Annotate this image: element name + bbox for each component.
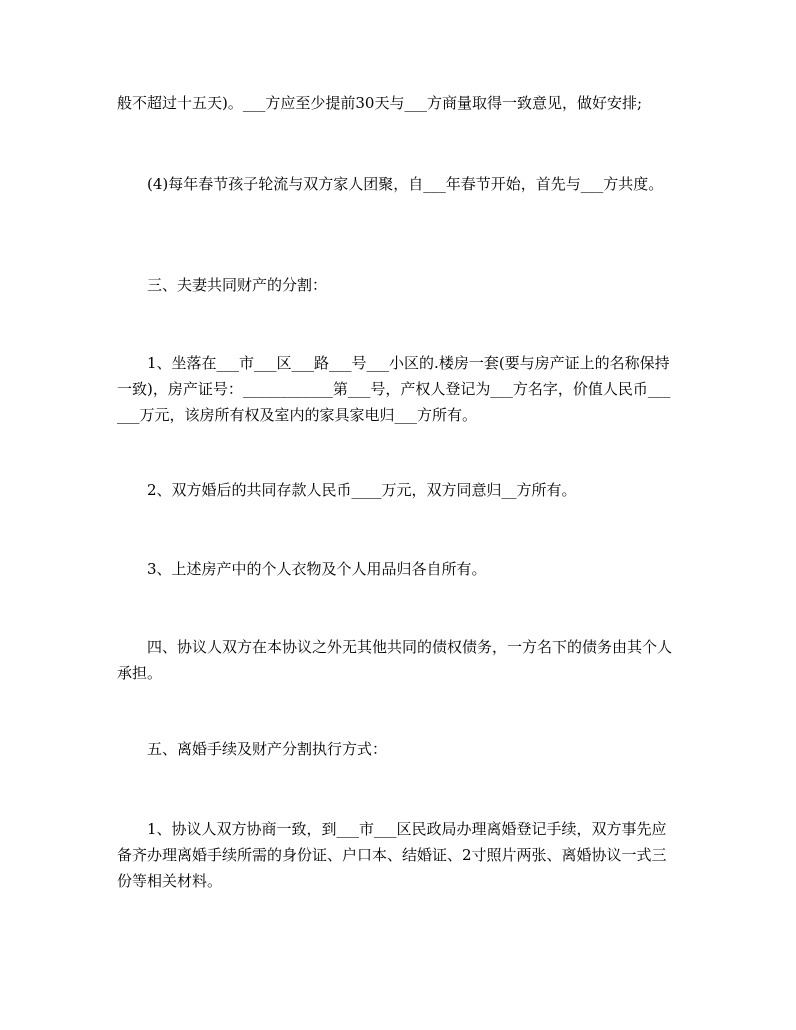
paragraph-debts: 四、协议人双方在本协议之外无其他共同的债权债务，一方名下的债务由其个人承担。 (117, 638, 673, 682)
paragraph-registration: 1、协议人双方协商一致，到___市___区民政局办理离婚登记手续，双方事先应备齐办理离婚手续所需的身份证、户口本、结婚证、2寸照片两张、离婚协议一式三份等相关材料。 (117, 820, 667, 890)
paragraph-personal-items: 3、上述房产中的个人衣物及个人用品归各自所有。 (117, 560, 487, 578)
heading-property-division: 三、夫妻共同财产的分割： (117, 276, 328, 294)
paragraph-savings: 2、双方婚后的共同存款人民币____万元，双方同意归__方所有。 (117, 481, 577, 499)
paragraph-house: 1、坐落在___市___区___路___号___小区的.楼房一套(要与房产证上的名称保持一致)，房产证号：____________第___号，产权人登记为___方名字，价值人民币______万元，该房所有权及室内的家具家电归___方所有。 (117, 354, 671, 424)
heading-divorce-procedure: 五、离婚手续及财产分割执行方式： (117, 740, 388, 758)
paragraph-spring-festival: (4)每年春节孩子轮流与双方家人团聚，自___年春节开始，首先与___方共度。 (117, 175, 664, 193)
paragraph-visitation-notice: 般不超过十五天)。___方应至少提前30天与___方商量取得一致意见，做好安排; (117, 94, 642, 112)
